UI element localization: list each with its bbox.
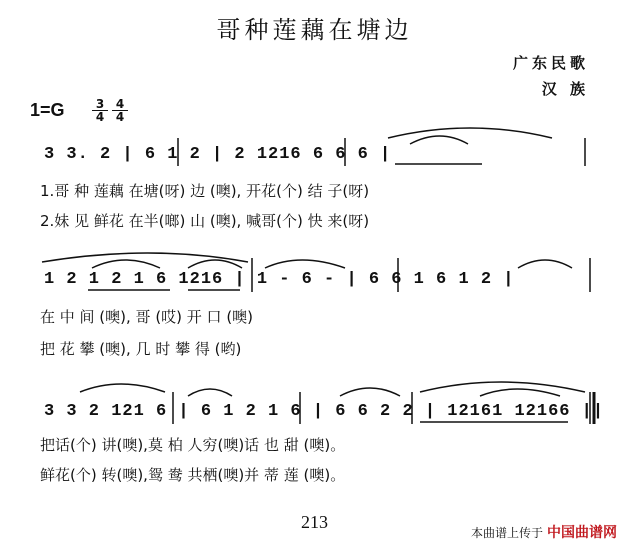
system-3-notes: 3 3 2 121 6 | 6 1 2 1 6 | 6 6 2 2 | 12161 12166 || — [44, 402, 605, 421]
watermark — [471, 522, 617, 542]
key-signature: 1=G — [30, 100, 65, 120]
origin-label: 广东民歌 — [512, 54, 589, 72]
system-1-verse-2: 2.妹 见 鲜花 在半(啷) 山 (噢), 喊哥(个) 快 来(呀) — [40, 212, 370, 230]
system-2-verse-2: 把 花 攀 (噢), 几 时 攀 得 (哟) — [40, 340, 242, 358]
time-signature-4-4: 4 4 — [112, 98, 128, 123]
watermark-text: 本曲谱上传于 — [470, 526, 543, 540]
page-number: 213 — [301, 512, 328, 532]
watermark-brand: 中国曲谱网 — [547, 525, 617, 541]
system-1-verse-1: 1.哥 种 莲藕 在塘(呀) 边 (噢), 开花(个) 结 子(呀) — [40, 182, 370, 200]
system-3-verse-2: 鲜花(个) 转(噢),鸳 鸯 共栖(噢)并 蒂 莲 (噢)。 — [40, 466, 346, 484]
system-1-notes: 3 3. 2 | 6 1 2 | 2 1216 6 6 6 | — [44, 145, 392, 164]
ethnicity-label: 汉 族 — [541, 80, 589, 98]
song-title: 哥种莲藕在塘边 — [216, 16, 413, 44]
time-signature-3-4: 3 4 — [92, 98, 108, 123]
system-2-verse-1: 在 中 间 (噢), 哥 (哎) 开 口 (噢) — [40, 308, 254, 326]
system-3-verse-1: 把话(个) 讲(噢),莫 柏 人穷(噢)话 也 甜 (噢)。 — [40, 436, 346, 454]
system-2-notes: 1 2 1 2 1 6 1216 | 1 - 6 - | 6 6 1 6 1 2 | — [44, 270, 515, 289]
